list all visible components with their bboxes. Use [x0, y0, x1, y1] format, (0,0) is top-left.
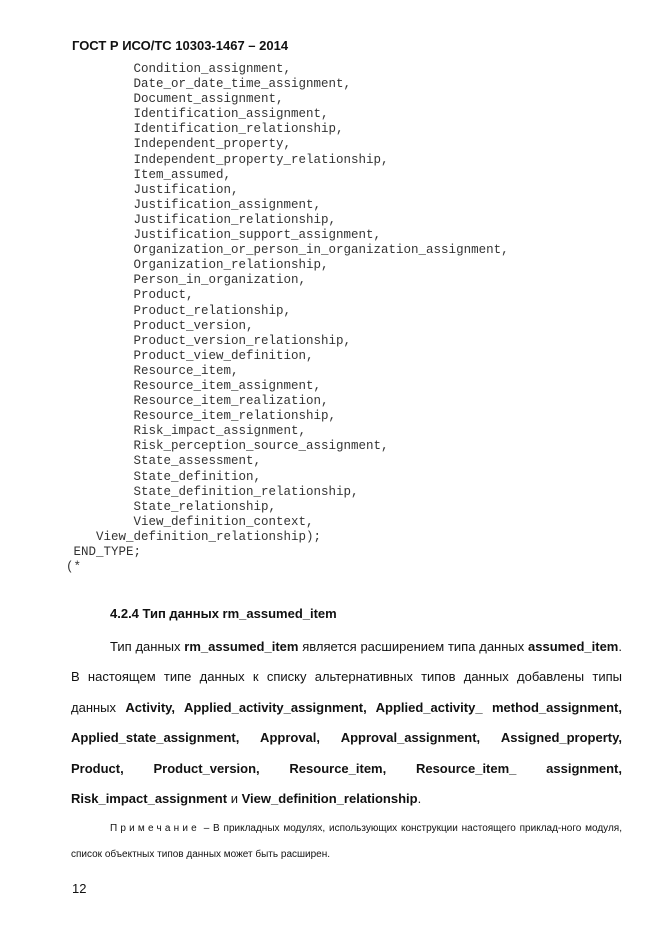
code-line: Resource_item_relationship, — [66, 409, 337, 424]
code-line: END_TYPE; — [66, 545, 142, 559]
code-line: Document_assignment, — [66, 92, 284, 107]
code-line: Independent_property, — [66, 137, 292, 152]
code-line: Condition_assignment, — [66, 62, 292, 76]
page-number: 12 — [72, 881, 87, 896]
code-line: Product_version_relationship, — [66, 333, 352, 348]
paragraph-text: . В настоящем типе данных к списку альтернативных типов данных добавлены типы данных — [71, 639, 622, 715]
note — [71, 816, 622, 868]
code-line: Product_version, — [66, 318, 254, 333]
added-types-list: Activity, Applied_activity_assignment, Applied_activity_ method_assignment, Applied_state_assignment, Approval, Approval_assignment, Assigned_property, Product, Product_version, Resource_item, Resource_item_ assignment, Risk_impact_assignment — [71, 699, 622, 807]
code-line: Organization_relationship, — [66, 258, 329, 273]
code-line: Resource_item, — [66, 363, 239, 378]
code-line: Product_relationship, — [66, 303, 292, 318]
code-line: Risk_impact_assignment, — [66, 424, 307, 439]
code-line: Justification_assignment, — [66, 197, 322, 212]
code-line: Product, — [66, 288, 194, 303]
code-line: Risk_perception_source_assignment, — [66, 439, 389, 454]
paragraph-text: . — [417, 791, 422, 807]
paragraph-text: и — [227, 791, 242, 807]
code-line: Organization_or_person_in_organization_assignment, — [66, 243, 509, 258]
note-text: – В прикладных модулях, использующих конструкции настоящего приклад-ного модуля, список объектных типов данных может быть расширен. — [71, 823, 622, 860]
type-name: rm_assumed_item — [184, 639, 299, 654]
paragraph-text: является расширением типа данных — [298, 639, 529, 654]
code-line: Independent_property_relationship, — [66, 152, 389, 167]
added-type-last: View_definition_relationship — [241, 791, 418, 807]
code-line: State_definition_relationship, — [66, 484, 359, 499]
section-title: 4.2.4 Тип данных rm_assumed_item — [110, 606, 337, 621]
code-line: Resource_item_realization, — [66, 394, 329, 409]
express-code-listing — [66, 62, 509, 575]
code-line: View_definition_context, — [66, 514, 314, 529]
code-line: Justification_support_assignment, — [66, 228, 382, 243]
code-line: Justification, — [66, 182, 239, 197]
code-line: State_assessment, — [66, 454, 262, 469]
code-line: Item_assumed, — [66, 167, 232, 182]
code-line: State_relationship, — [66, 499, 277, 514]
code-line: State_definition, — [66, 469, 262, 484]
document-header: ГОСТ Р ИСО/ТС 10303-1467 – 2014 — [72, 38, 289, 53]
section-paragraph — [71, 632, 622, 814]
code-line: View_definition_relationship); — [66, 529, 322, 544]
code-line: Date_or_date_time_assignment, — [66, 77, 352, 92]
code-line: Identification_relationship, — [66, 122, 344, 137]
base-type-name: assumed_item — [528, 639, 619, 654]
code-line: Identification_assignment, — [66, 107, 329, 122]
code-line: (* — [66, 560, 82, 575]
code-line: Justification_relationship, — [66, 212, 337, 227]
code-line: Person_in_organization, — [66, 273, 307, 288]
note-label: Примечание — [110, 823, 200, 834]
code-line: Resource_item_assignment, — [66, 378, 322, 393]
code-line: Product_view_definition, — [66, 348, 314, 363]
paragraph-text: Тип данных — [110, 639, 185, 654]
